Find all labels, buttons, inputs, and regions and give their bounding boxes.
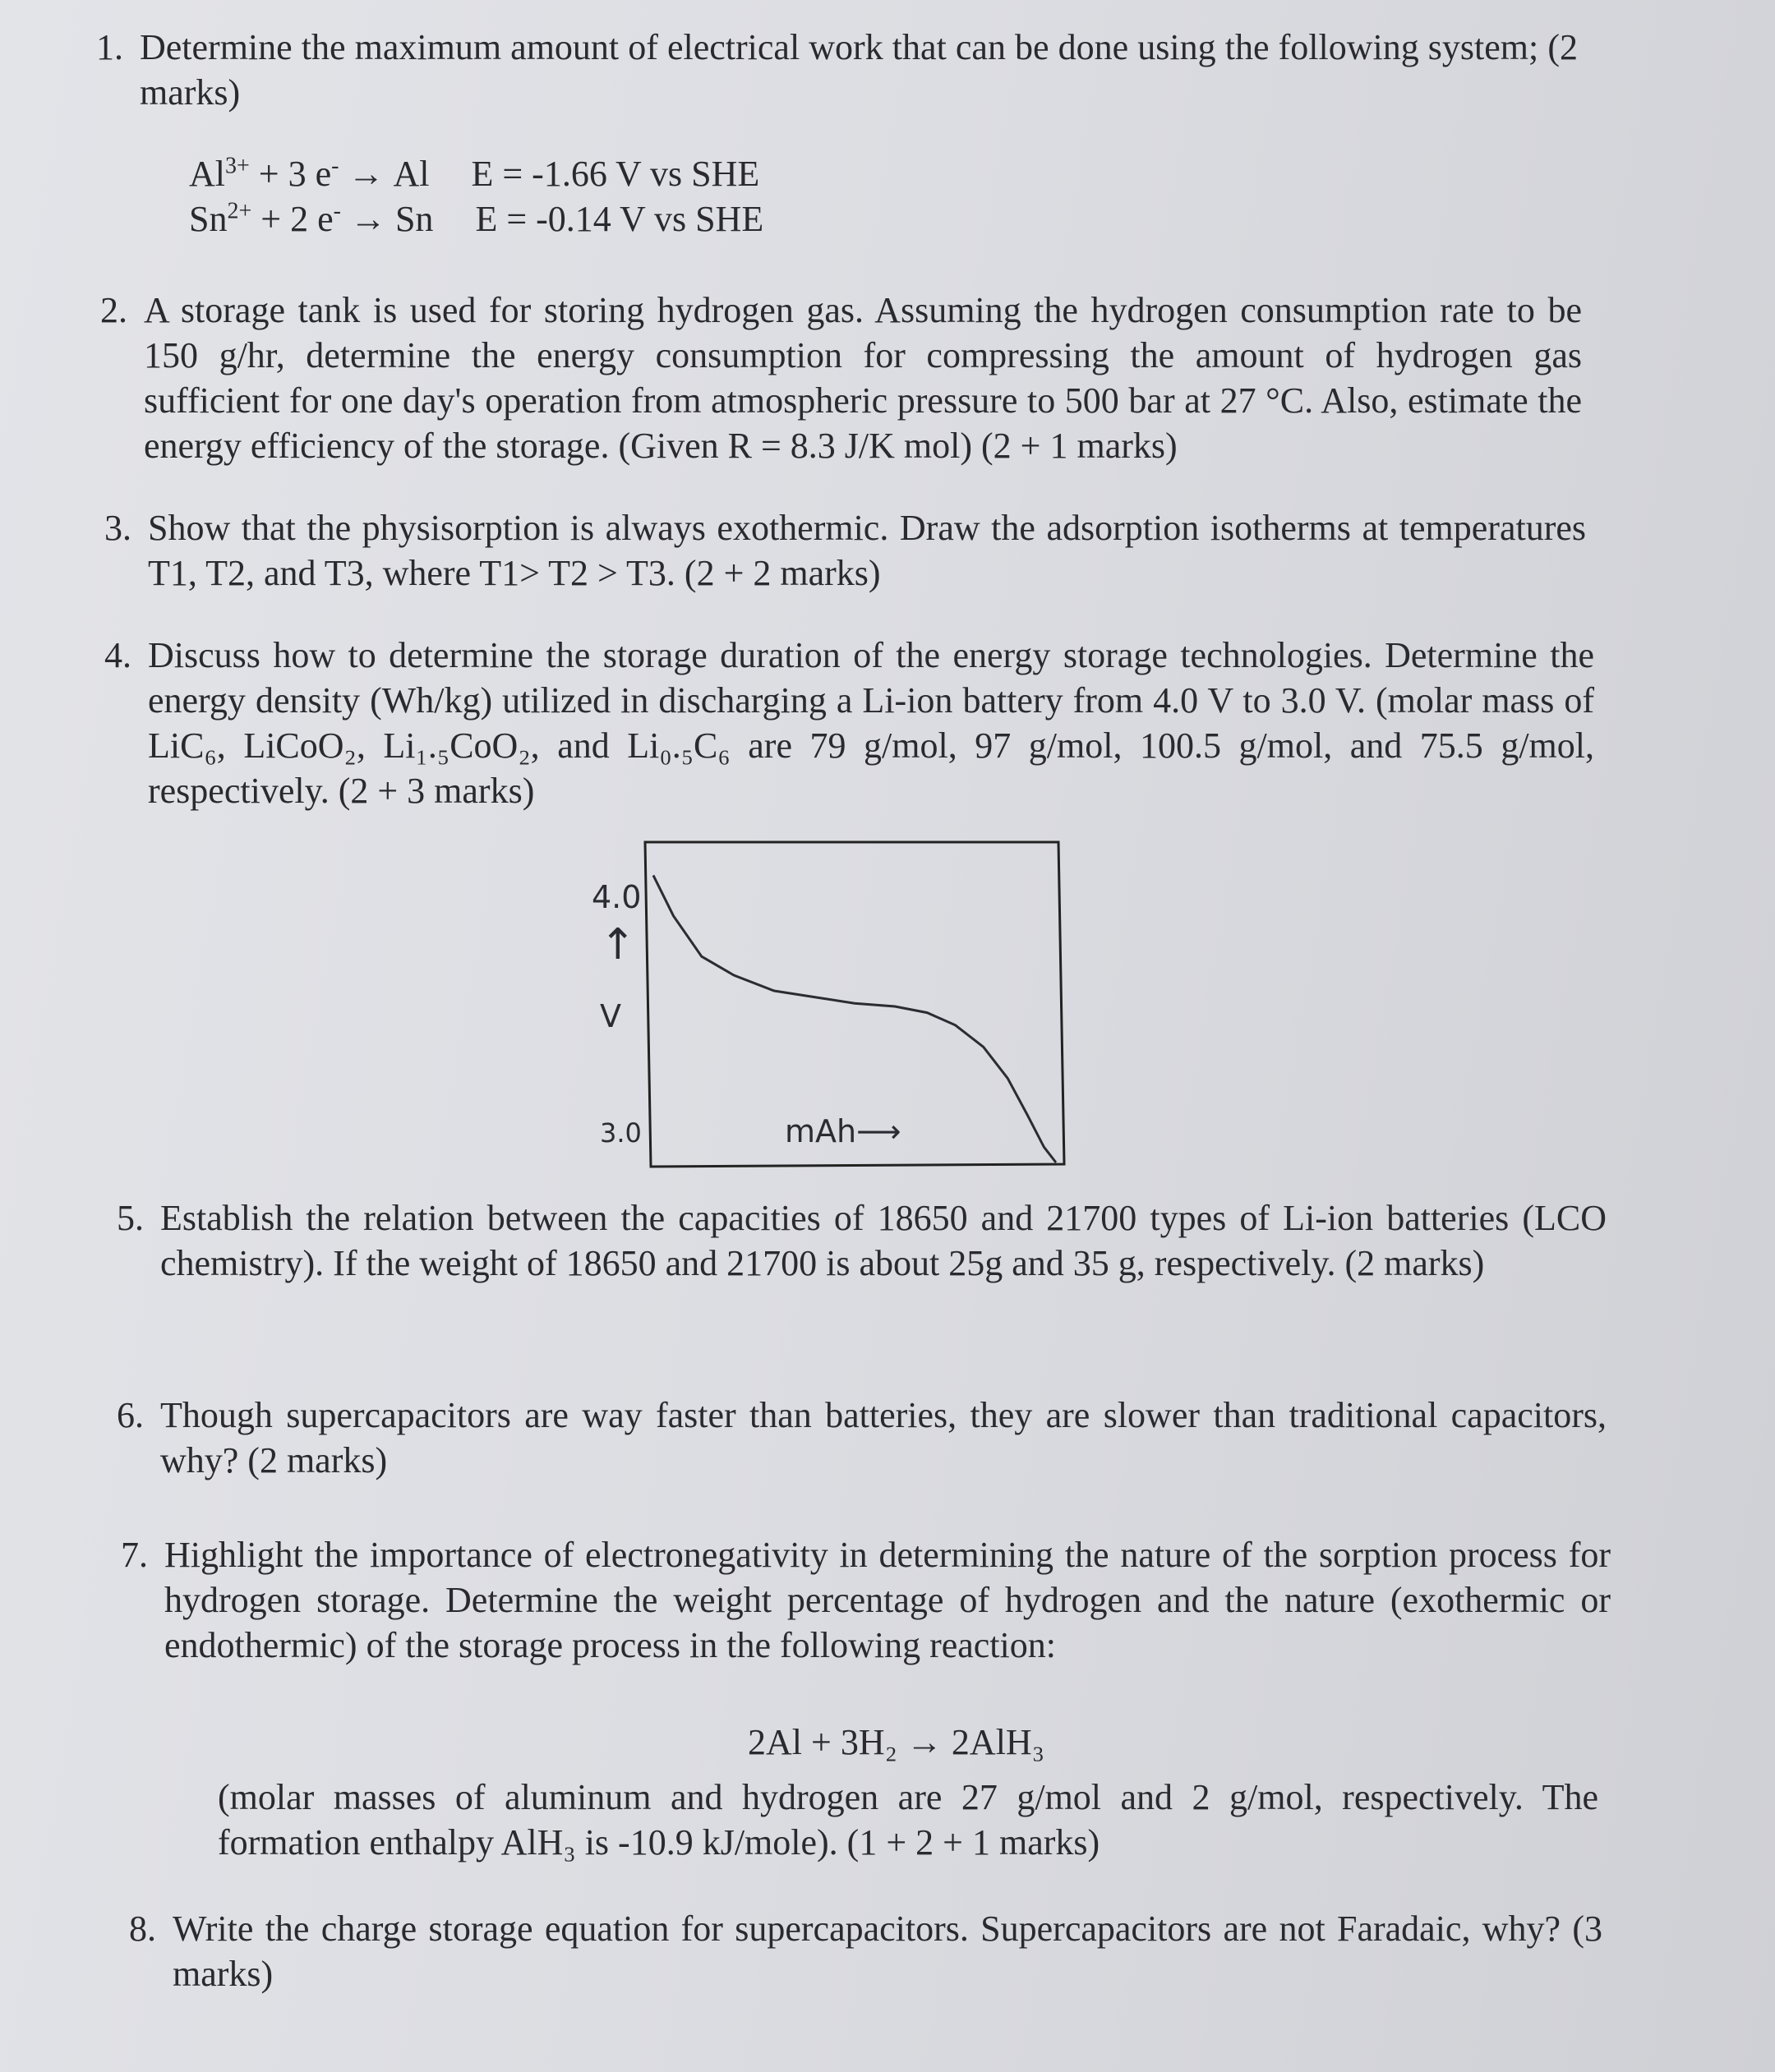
potential: E = -1.66 V vs SHE [471,154,760,194]
question-text: Determine the maximum amount of electrical work that can be done using the following system; (2 marks) [140,27,1578,113]
electrons: + 3 e [258,154,332,194]
ion-charge: 3+ [225,153,250,179]
reactant-ion: Al [189,154,225,194]
question-number: 8. [129,1909,156,1949]
question-text: Show that the physisorption is always exothermic. Draw the adsorption isotherms at temperatures T1, T2, and T3, where T1> T2 > T3. (2 + 2 marks) [148,508,1586,593]
question-text: Highlight the importance of electronegativity in determining the nature of the sorption process for hydrogen storage. Determine the weight percentage of hydrogen and the nature (exothermic or endothermic) of the storage process in the following reaction: [164,1535,1611,1665]
q7-note [218,1775,1598,1865]
question-text: Though supercapacitors are way faster than batteries, they are slower than traditional capacitors, why? (2 marks) [160,1395,1607,1480]
question-number: 1. [96,27,123,67]
y-top-label: 4.0 [592,879,642,915]
electron-sign: - [331,153,339,179]
reactant-ion: Sn [189,199,228,239]
ion-charge: 2+ [227,198,252,224]
electron-sign: - [333,198,341,224]
question-number: 6. [117,1395,144,1435]
question-number: 7. [121,1535,148,1575]
electrons: + 2 e [260,199,334,239]
y-axis-arrow-icon: ↑ [600,920,636,969]
product: Al [393,154,430,194]
q7-reaction: 2Al + 3H₂ → 2AlH₃ [748,1722,1045,1762]
question-text: Discuss how to determine the storage duration of the energy storage technologies. Determine the energy density (Wh/kg) utilized in discharging a Li-ion battery from 4.0 V to 3.0 V. (molar mass of LiC₆, LiCoO₂, Li₁.₅CoO₂, and Li₀.₅C₆ are 79 g/mol, 97 g/mol, 100.5 g/mol, and 75.5 g/mol, respectively. (2 + 3 marks) [148,635,1594,811]
question-number: 3. [104,508,131,548]
x-axis-label: mAh⟶ [785,1113,901,1149]
discharge-chart [575,834,1068,1179]
arrow-icon: → [349,199,386,239]
y-axis-label: V [600,998,621,1034]
arrow-icon: → [348,154,385,194]
question-text: Write the charge storage equation for supercapacitors. Supercapacitors are not Faradaic, why? (3 marks) [173,1909,1602,1994]
question-number: 4. [104,635,131,675]
potential: E = -0.14 V vs SHE [475,199,764,239]
x-axis-arrow-icon: ⟶ [856,1113,901,1149]
question-number: 2. [100,290,127,330]
q7-note-text: (molar masses of aluminum and hydrogen are 27 g/mol and 2 g/mol, respectively. The formation enthalpy AlH₃ is -10.9 kJ/mole). (1 + 2 + 1 marks) [218,1777,1598,1862]
question-text: Establish the relation between the capacities of 18650 and 21700 types of Li-ion batteries (LCO chemistry). If the weight of 18650 and 21700 is about 25g and 35 g, respectively. (2 marks) [160,1198,1607,1283]
product: Sn [394,199,434,239]
question-text: A storage tank is used for storing hydrogen gas. Assuming the hydrogen consumption rate to be 150 g/hr, determine the energy consumption for compressing the amount of hydrogen gas sufficient for one day's operation from atmospheric pressure to 500 bar at 27 °C. Also, estimate the energy efficiency of the storage. (Given R = 8.3 J/K mol) (2 + 1 marks) [144,290,1582,466]
question-number: 5. [117,1198,144,1238]
y-bottom-label: 3.0 [600,1117,642,1149]
q1-reaction-1 [189,152,759,196]
q1-reaction-2 [189,197,763,242]
